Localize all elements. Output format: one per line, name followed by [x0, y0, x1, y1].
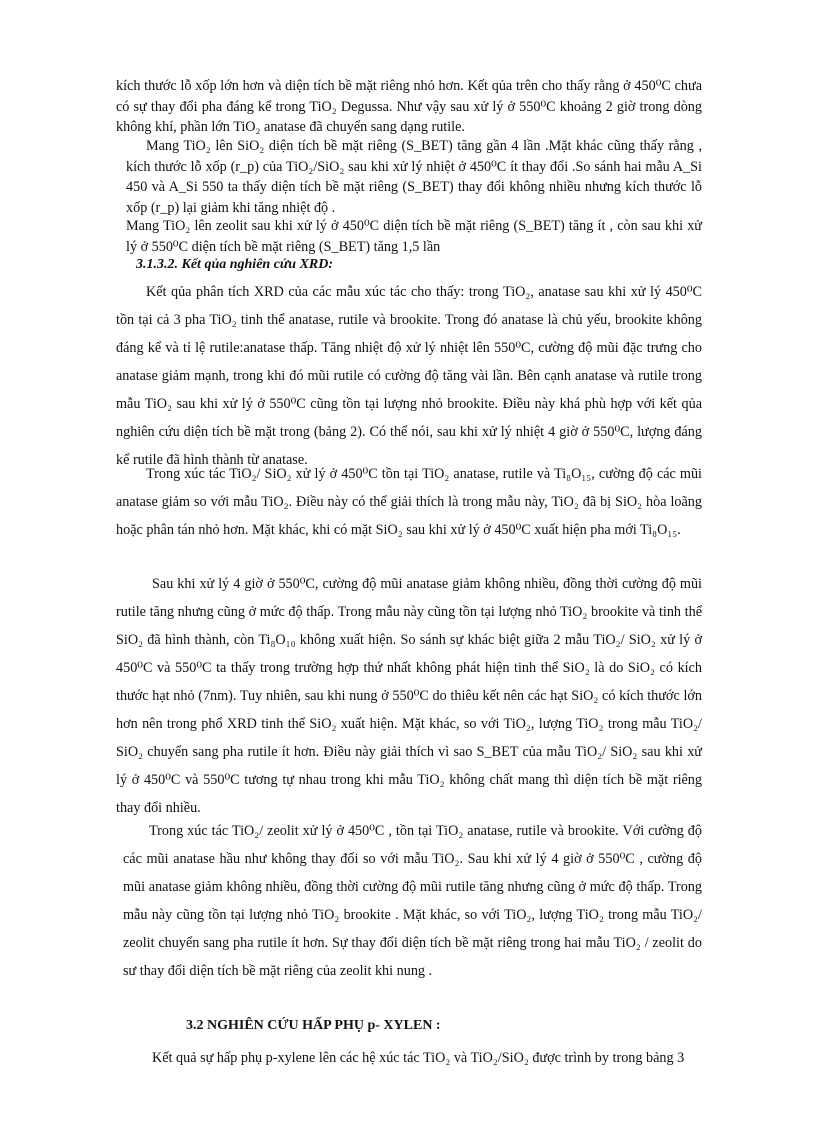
paragraph-xrd-tio2-sio2-550: Sau khi xử lý 4 giờ ở 550⁰C, cường độ mũi anatase giảm không nhiều, đồng thời cường độ mũi rutile tăng nhưng cũng ở mức độ thấp. Trong mẫu này cũng tồn tại lượng nhỏ TiO₂ brookite và tinh thể SiO₂ đã hình thành, còn Ti₈O₁₀ không xuất hiện. So sánh sự khác biệt giữa 2 mẫu TiO₂/ SiO₂ xử lý ở 450⁰C và 550⁰C ta thấy trong trường hợp thứ nhất không phát hiện tinh thể SiO₂ là do SiO₂ có kích thước hạt nhỏ (7nm). Tuy nhiên, sau khi nung ở 550⁰C do thiêu kết nên các hạt SiO₂ có kích thước lớn hơn nên trong phổ XRD tinh thể SiO₂ xuất hiện. Mặt khác, so với TiO₂, lượng TiO₂ trong mẫu TiO₂/ SiO₂ chuyển sang pha rutile ít hơn. Điều này giải thích vì sao S_BET của mẫu TiO₂/ SiO₂ sau khi xử lý ở 450⁰C và 550⁰C tương tự nhau trong khi mẫu TiO₂ không chất mang thì diện tích bề mặt riêng thay đổi nhiều.: [116, 576, 702, 816]
paragraph-tio2-zeolit-surface: Mang TiO₂ lên zeolit sau khi xử lý ở 450⁰C diện tích bề mặt riêng (S_BET) tăng ít , còn sau khi xử lý ở 550⁰C diện tích bề mặt riêng (S_BET) tăng 1,5 lần: [126, 218, 702, 255]
section-heading-p-xylen: 3.2 NGHIÊN CỨU HẤP PHỤ p- XYLEN :: [186, 1018, 441, 1033]
heading-xrd: 3.1.3.2. Kết qủa nghiên cứu XRD:: [136, 257, 334, 272]
paragraph-tio2-sio2-surface: Mang TiO₂ lên SiO₂ diện tích bề mặt riêng (S_BET) tăng gần 4 lần .Mặt khác cũng thấy rằng , kích thước lỗ xốp (r_p) của TiO₂/SiO₂ sau khi xử lý nhiệt ở 450⁰C ít thay đổi .So sánh hai mẫu A_Si 450 và A_Si 550 ta thấy diện tích bề mặt riêng (S_BET) thay đổi không nhiều nhưng kích thước lỗ xốp (r_p) lại giảm khi tăng nhiệt độ .: [126, 138, 702, 216]
paragraph-xrd-tio2-zeolit: Trong xúc tác TiO₂/ zeolit xử lý ở 450⁰C , tồn tại TiO₂ anatase, rutile và brookite. Với cường độ các mũi anatase hầu như không thay đổi so với mẫu TiO₂. Sau khi xử lý 4 giờ ở 550⁰C , cường độ mũi anatase giảm không nhiều, đồng thời cường độ mũi rutile tăng nhưng cũng ở mức độ thấp. Trong mẫu này cũng tồn tại lượng nhỏ TiO₂ brookite . Mặt khác, so với TiO₂, lượng TiO₂ trong mẫu TiO₂/ zeolit chuyển sang pha rutile ít hơn. Sự thay đổi diện tích bề mặt riêng trong hai mẫu TiO₂ / zeolit do sư thay đổi diện tích bề mặt riêng của zeolit khi nung .: [123, 823, 702, 979]
paragraph-xrd-tio2: Kết qủa phân tích XRD của các mẫu xúc tác cho thấy: trong TiO₂, anatase sau khi xử lý 450⁰C tồn tại cả 3 pha TiO₂ tinh thể anatase, rutile và brookite. Trong đó anatase là chủ yếu, brookite không đáng kể và tỉ lệ rutile:anatase thấp. Tăng nhiệt độ xử lý nhiệt lên 550⁰C, cường độ mũi đặc trưng cho anatase giảm mạnh, trong khi đó mũi rutile có cường độ tăng vài lần. Bên cạnh anatase và rutile trong mẫu TiO₂ sau khi xử lý ở 550⁰C cũng tồn tại lượng nhỏ brookite. Điều này khá phù hợp với kết qủa nghiên cứu diện tích bề mặt trong (bảng 2). Có thể nói, sau khi xử lý nhiệt 4 giờ ở 550⁰C, lượng đáng kể rutile đã hình thành từ anatase.: [116, 284, 702, 468]
paragraph-xrd-tio2-sio2-450: Trong xúc tác TiO₂/ SiO₂ xử lý ở 450⁰C tồn tại TiO₂ anatase, rutile và Ti₈O₁₅, cường độ các mũi anatase giảm so với mẫu TiO₂. Điều này có thể giải thích là trong mẫu này, TiO₂ đã bị SiO₂ hòa loãng hoặc phân tán nhỏ hơn. Mặt khác, khi có mặt SiO₂ sau khi xử lý ở 450⁰C xuất hiện pha mới Ti₈O₁₅.: [116, 466, 702, 538]
paragraph-adsorption: Kết quả sự hấp phụ p-xylene lên các hệ xúc tác TiO₂ và TiO₂/SiO₂ được trình by trong bảng 3: [152, 1050, 685, 1066]
paragraph-intro: kích thước lỗ xốp lớn hơn và diện tích bề mặt riêng nhỏ hơn. Kết qủa trên cho thấy rằng ở 450⁰C chưa có sự thay đổi pha đáng kể trong TiO₂ Degussa. Như vậy sau xử lý ở 550⁰C khoảng 2 giờ trong dòng không khí, phần lớn TiO₂ anatase đã chuyển sang dạng rutile.: [116, 78, 702, 135]
